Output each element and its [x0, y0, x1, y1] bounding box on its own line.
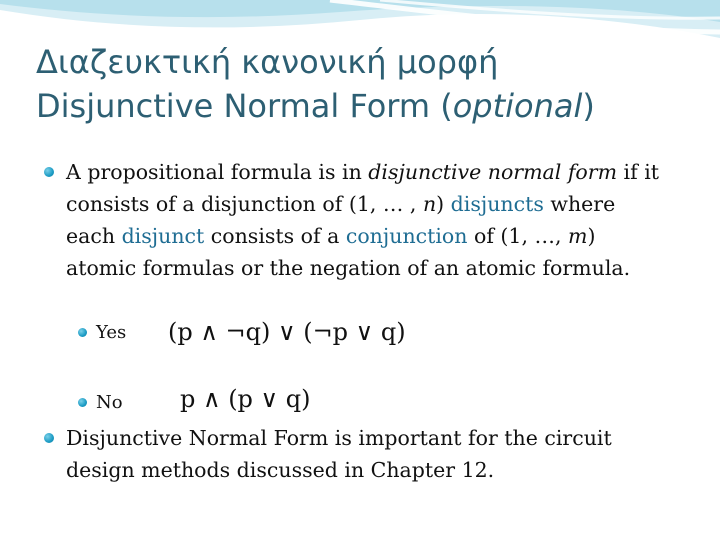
example-no	[78, 390, 123, 416]
title-optional: optional	[452, 87, 583, 125]
bullet-icon	[78, 398, 87, 407]
bullet-icon	[44, 167, 54, 177]
example-yes-label: Yes	[96, 322, 127, 343]
term-disjuncts: disjuncts	[450, 192, 544, 216]
bullet-icon	[78, 328, 87, 337]
example-no-label: No	[96, 392, 123, 413]
term-disjunct: disjunct	[121, 224, 205, 248]
bullet-importance-text: Disjunctive Normal Form is important for the circuit design methods discussed in Chapter 12.	[66, 426, 612, 482]
bullet-definition-text: A propositional formula is in disjunctive normal form if it consists of a disjunction of (1, … , n) disjuncts where each disjunct consists of a conjunction of (1, …, m) atomic formulas or the negation of an atomic formula.	[66, 160, 659, 280]
title-line-greek: Διαζευκτική κανονική μορφή	[36, 43, 499, 81]
formula-no: p ∧ (p ∨ q)	[180, 385, 311, 413]
title-line-english: Disjunctive Normal Form (optional)	[36, 87, 595, 125]
example-yes	[78, 320, 126, 346]
formula-yes: (p ∧ ¬q) ∨ (¬p ∨ q)	[168, 318, 406, 346]
term-conjunction: conjunction	[345, 224, 468, 248]
bullet-definition	[44, 156, 664, 284]
slide-title	[36, 40, 696, 128]
bullet-icon	[44, 433, 54, 443]
bullet-importance	[44, 422, 664, 486]
